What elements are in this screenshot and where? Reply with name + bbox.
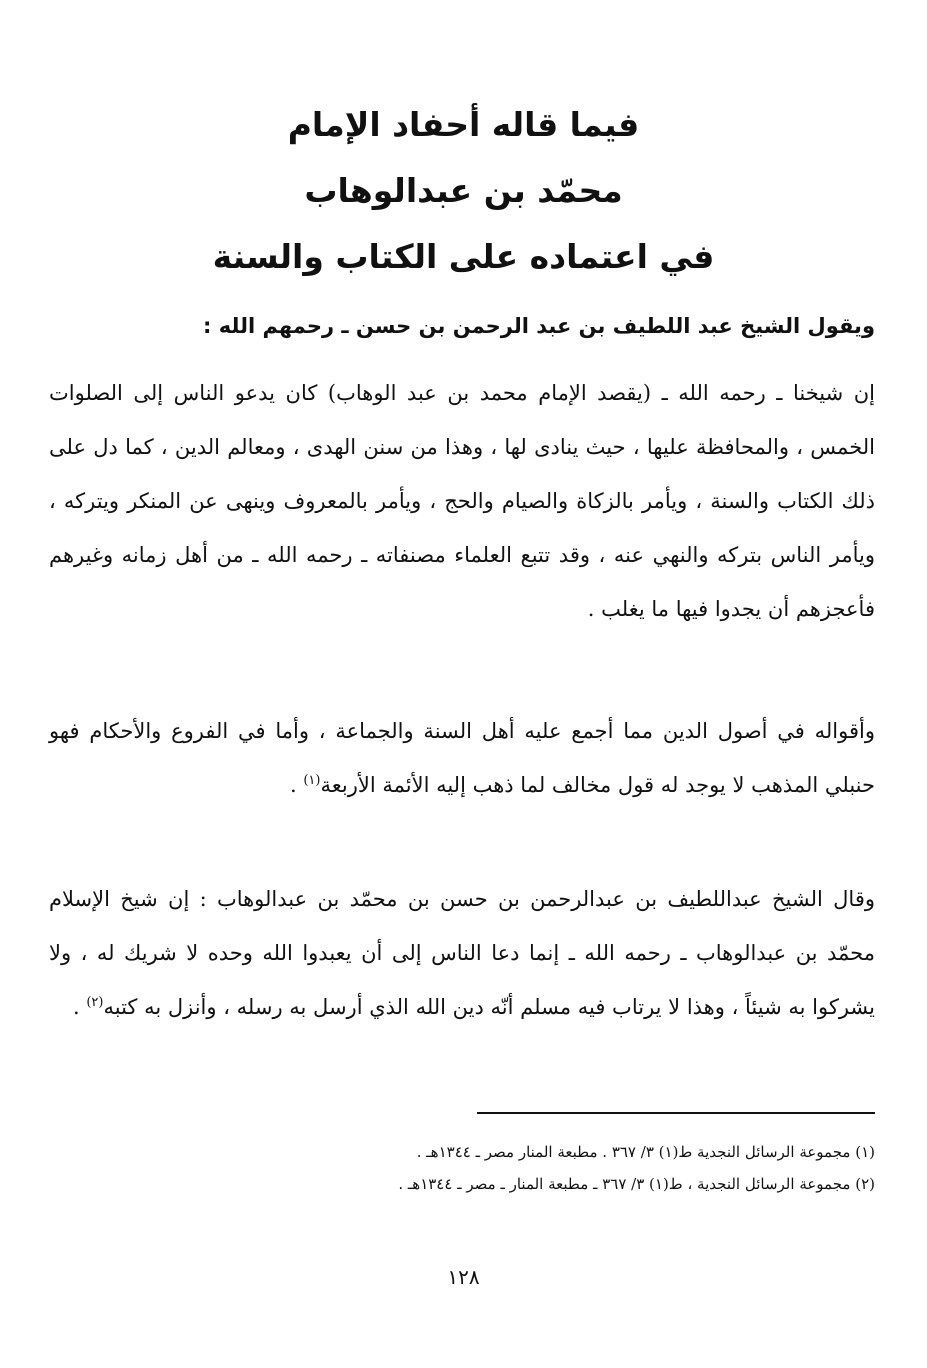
paragraph-2-end: . bbox=[289, 773, 304, 797]
paragraph-2 bbox=[49, 704, 875, 812]
footnote-2: (٢) مجموعة الرسائل النجدية ، ط(١) ٣/ ٣٦٧ ـ مطبعة المنار ـ مصر ـ ١٣٤٤هـ . bbox=[398, 1175, 875, 1193]
footnote-ref-2: (٢) bbox=[86, 995, 104, 1010]
paragraph-3-end: . bbox=[72, 995, 87, 1019]
paragraph-3 bbox=[49, 872, 875, 1034]
paragraph-3-text: وقال الشيخ عبداللطيف بن عبدالرحمن بن حسن بن محمّد بن عبدالوهاب : إن شيخ الإسلام محمّد بن عبدالوهاب ـ رحمه الله ـ إنما دعا الناس إلى أن يعبدوا الله وحده لا شريك له ، ولا يشركوا به شيئاً ، وهذا لا يرتاب فيه مسلم أنّه دين الله الذي أرسل به رسله ، وأنزل به كتبه bbox=[49, 887, 875, 1019]
title-line-1: فيما قاله أحفاد الإمام bbox=[287, 105, 640, 144]
chapter-title bbox=[0, 92, 927, 290]
footnotes bbox=[49, 1136, 875, 1200]
paragraph-2-text: وأقواله في أصول الدين مما أجمع عليه أهل السنة والجماعة ، وأما في الفروع والأحكام فهو حنبلي المذهب لا يوجد له قول مخالف لما ذهب إليه الأئمة الأربعة bbox=[49, 719, 875, 797]
paragraph-1: إن شيخنا ـ رحمه الله ـ (يقصد الإمام محمد بن عبد الوهاب) كان يدعو الناس إلى الصلوات الخمس ، والمحافظة عليها ، حيث ينادى لها ، وهذا من سنن الهدى ، ومعالم الدين ، كما دل على ذلك الكتاب والسنة ، ويأمر بالزكاة والصيام والحج ، ويأمر بالمعروف وينهى عن المنكر ويتركه ، ويأمر الناس بتركه والنهي عنه ، وقد تتبع العلماء مصنفاته ـ رحمه الله ـ من أهل زمانه وغيرهم فأعجزهم أن يجدوا فيها ما يغلب . bbox=[49, 381, 875, 621]
footnote-divider bbox=[477, 1112, 875, 1114]
intro-heading: ويقول الشيخ عبد اللطيف بن عبد الرحمن بن حسن ـ رحمهم الله : bbox=[203, 314, 875, 338]
title-line-3: في اعتماده على الكتاب والسنة bbox=[212, 237, 715, 276]
footnote-ref-1: (١) bbox=[303, 773, 321, 788]
page-number: ١٢٨ bbox=[447, 1265, 480, 1289]
footnote-1: (١) مجموعة الرسائل النجدية ط(١) ٣/ ٣٦٧ . مطبعة المنار مصر ـ ١٣٤٤هـ . bbox=[416, 1143, 875, 1161]
title-line-2: محمّد بن عبدالوهاب bbox=[304, 171, 623, 210]
